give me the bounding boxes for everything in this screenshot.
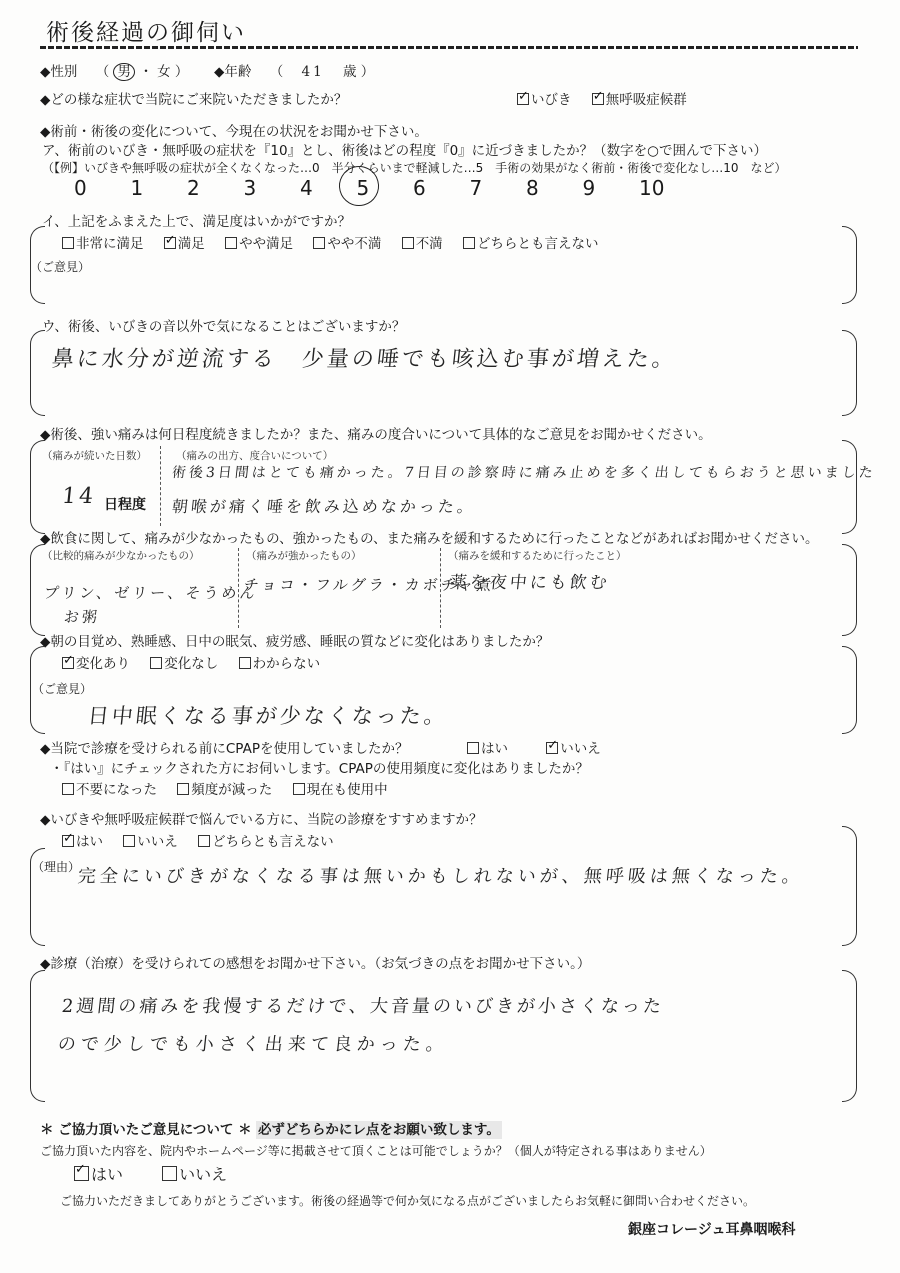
q3-opt-3: やや不満	[327, 236, 382, 252]
checkbox-somewhat-satisfied[interactable]	[225, 237, 237, 249]
q5-detail-label: （痛みの出方、度合いについて）	[176, 450, 334, 462]
q8-sub-opt-2: 現在も使用中	[306, 782, 388, 798]
q4-bracket-right	[842, 330, 857, 416]
q9-reason-label: （理由）	[32, 860, 81, 874]
q4-answer[interactable]: 鼻に水分が逆流する 少量の唾でも咳込む事が増えた。	[50, 347, 679, 372]
sex-open: （	[95, 64, 110, 80]
q3-opt-5: どちらとも言えない	[476, 236, 599, 252]
sex-row	[40, 60, 188, 80]
q9-question: ◆いびきや無呼吸症候群で悩んでいる方に、当院の診療をすすめますか？	[40, 812, 483, 828]
q6-col3-answer[interactable]: 薬を夜中にも飲む	[448, 573, 611, 593]
consent-emphasis: 必ずどちらかにレ点をお願い致します。	[257, 1122, 500, 1138]
checkbox-neither[interactable]	[463, 237, 475, 249]
checkbox-consent-yes[interactable]	[74, 1166, 89, 1181]
q10-answer-line2[interactable]: ので少しでも小さく出来て良かった。	[56, 1034, 450, 1055]
q6-col1-label: （比較的痛みが少なかったもの）	[42, 550, 200, 562]
q3-options	[62, 232, 598, 252]
q10-question: ◆診療（治療）を受けられての感想をお聞かせ下さい。（お気づきの点をお聞かせ下さい。）	[40, 956, 591, 972]
q9-options	[62, 830, 334, 850]
q10-bracket-right	[842, 970, 857, 1102]
checkbox-recommend-yes[interactable]	[62, 835, 74, 847]
scale-2[interactable]: 2	[187, 176, 200, 200]
q3-opt-4: 不満	[415, 236, 443, 252]
scale-3[interactable]: 3	[243, 176, 257, 200]
age-row	[214, 60, 374, 80]
checkbox-somewhat-dissatisfied[interactable]	[313, 237, 325, 249]
q6-divider-1	[238, 548, 239, 628]
q5-question: ◆術後、強い痛みは何日程度続きましたか？また、痛みの度合いについて具体的なご意見をお聞かせください。	[40, 427, 712, 443]
consent-options	[74, 1162, 227, 1185]
scale-4[interactable]: 4	[300, 176, 313, 200]
q6-bracket-right	[842, 544, 857, 636]
scale-0[interactable]: 0	[74, 176, 87, 200]
q4-bracket-left	[30, 330, 45, 416]
q9-answer[interactable]: 完全にいびきがなくなる事は無いかもしれないが、無呼吸は無くなった。	[76, 866, 805, 887]
scale-8[interactable]: 8	[526, 176, 539, 200]
sex-sep: ・	[139, 64, 153, 80]
checkbox-snoring[interactable]	[517, 93, 529, 105]
checkbox-cpap-no[interactable]	[546, 742, 558, 754]
q8-opt-0: はい	[481, 741, 508, 757]
checkbox-dissatisfied[interactable]	[402, 237, 414, 249]
scale-5[interactable]: 5	[356, 176, 370, 200]
sex-male-circled[interactable]: 男	[113, 63, 135, 81]
q3-opinion-label: （ご意見）	[30, 260, 91, 274]
q8-opt-1: いいえ	[560, 741, 601, 757]
checkbox-cpap-yes[interactable]	[467, 742, 479, 754]
checkbox-recommend-neither[interactable]	[198, 835, 210, 847]
age-close: ）	[360, 64, 375, 80]
q3-opt-0: 非常に満足	[76, 236, 144, 252]
q10-answer-line1[interactable]: 2週間の痛みを我慢するだけで、大音量のいびきが小さくなった	[60, 996, 666, 1017]
q1-opt1: いびき	[531, 92, 572, 108]
q8-options	[467, 737, 601, 757]
q3-question: イ、上記をふまえた上で、満足度はいかがですか？	[42, 214, 352, 230]
consent-heading: ＊ ご協力頂いたご意見について ＊	[40, 1122, 252, 1138]
q3-bracket-right	[842, 226, 857, 304]
checkbox-still-using[interactable]	[293, 783, 305, 795]
checkbox-changed[interactable]	[62, 657, 74, 669]
consent-opt-yes: はい	[91, 1165, 124, 1184]
q9-opt-2: どちらとも言えない	[212, 834, 334, 850]
q6-divider-2	[440, 548, 441, 628]
q2-scale	[74, 176, 696, 200]
checkbox-recommend-no[interactable]	[123, 835, 135, 847]
q7-question: ◆朝の目覚め、熟睡感、日中の眠気、疲労感、睡眠の質などに変化はありましたか？	[40, 634, 550, 650]
checkbox-unknown[interactable]	[239, 657, 251, 669]
q6-col1-answer-line1[interactable]: プリン、ゼリー、そうめん	[43, 584, 259, 602]
q8-sub-opt-0: 不要になった	[76, 782, 157, 798]
q1-question: ◆どの様な症状で当院にご来院いただきましたか？	[40, 92, 348, 108]
q9-bracket-right	[842, 826, 857, 946]
q3-opt-2: やや満足	[239, 236, 294, 252]
consent-thanks: ご協力いただきましてありがとうございます。術後の経過等で何か気になる点がございましたらお気軽に御問い合わせください。	[60, 1194, 756, 1208]
q3-opt-1: 満足	[177, 236, 205, 252]
q4-question: ウ、術後、いびきの音以外で気になることはございますか？	[42, 319, 406, 335]
q6-col2-label: （痛みが強かったもの）	[246, 550, 362, 562]
q5-divider	[160, 446, 161, 526]
checkbox-frequency-reduced[interactable]	[177, 783, 189, 795]
q7-answer[interactable]: 日中眠くなる事が少なくなった。	[86, 704, 450, 728]
q5-detail-line1[interactable]: 術後3日間はとても痛かった。7日目の診察時に痛み止めを多く出してもらおうと思いました	[171, 465, 877, 481]
q8-sub-options	[62, 778, 388, 798]
q6-col1-answer-line2[interactable]: お粥	[63, 608, 101, 626]
checkbox-no-change[interactable]	[150, 657, 162, 669]
checkbox-satisfied[interactable]	[164, 237, 176, 249]
q5-bracket-right	[842, 440, 857, 534]
scale-10[interactable]: 10	[639, 176, 665, 200]
title-underline	[40, 46, 858, 49]
q5-days-label: （痛みが続いた日数）	[42, 450, 147, 462]
consent-opt-no: いいえ	[179, 1165, 228, 1184]
q8-sub-opt-1: 頻度が減った	[191, 782, 273, 798]
q7-opinion-label: （ご意見）	[32, 682, 93, 696]
q7-opt-2: わからない	[252, 656, 321, 672]
scale-1[interactable]: 1	[130, 176, 144, 200]
q7-opt-0: 変化あり	[76, 656, 130, 672]
q1-options	[517, 88, 687, 108]
sex-label: ◆性別	[40, 64, 78, 80]
q2-example: （【例】いびきや無呼吸の症状が全くなくなった…0 半分くらいまで軽減した…5 手術の効果がなく術前・術後で変化なし…10 など）	[42, 161, 787, 175]
checkbox-consent-no[interactable]	[162, 1166, 177, 1181]
q8-sub: ・『はい』にチェックされた方にお伺いします。CPAPの使用頻度に変化はありましたか？	[50, 761, 589, 777]
q2-sub: ア、術前のいびき・無呼吸の症状を『10』とし、術後はどの程度『0』に近づきましたか？（数字を○で囲んで下さい）	[42, 143, 767, 159]
q2-question: ◆術前・術後の変化について、今現在の状況をお聞かせ下さい。	[40, 124, 428, 140]
q10-bracket-left	[30, 970, 45, 1102]
q5-days-value[interactable]: 14	[60, 484, 98, 509]
scale-6[interactable]: 6	[413, 176, 426, 200]
checkbox-no-longer-needed[interactable]	[62, 783, 74, 795]
q7-bracket-right	[842, 646, 857, 734]
q7-options	[62, 652, 320, 672]
clinic-name: 銀座コレージュ耳鼻咽喉科	[628, 1222, 796, 1238]
q9-opt-1: いいえ	[137, 834, 178, 850]
consent-heading-row	[40, 1118, 502, 1138]
q5-detail-line2[interactable]: 朝喉が痛く唾を飲み込めなかった。	[170, 497, 477, 516]
checkbox-very-satisfied[interactable]	[62, 237, 74, 249]
q9-opt-0: はい	[76, 834, 103, 850]
q6-question: ◆飲食に関して、痛みが少なかったもの、強かったもの、また痛みを緩和するために行ったことなどがあればお聞かせください。	[40, 531, 819, 547]
consent-question: ご協力頂いた内容を、院内やホームページ等に掲載させて頂くことは可能でしょうか？（個人が特定される事はありません）	[40, 1144, 712, 1158]
q6-col2-answer[interactable]: チョコ・フルグラ・カボチャ煮	[243, 576, 496, 594]
sex-close: ）	[174, 64, 189, 80]
age-label: ◆年齢	[214, 64, 252, 80]
q8-question: ◆当院で診療を受けられる前にCPAPを使用していましたか？	[40, 741, 409, 757]
sex-female[interactable]: 女	[157, 64, 171, 80]
q7-opt-1: 変化なし	[164, 656, 219, 672]
page-title: 術後経過の御伺い	[46, 20, 246, 46]
age-value[interactable]: 41	[301, 64, 325, 80]
q6-col3-label: （痛みを緩和するために行ったこと）	[448, 550, 627, 562]
age-open: （	[269, 64, 284, 80]
q5-days-unit: 日程度	[104, 497, 146, 513]
age-unit: 歳	[342, 64, 357, 80]
scale-7[interactable]: 7	[469, 176, 483, 200]
scale-9[interactable]: 9	[582, 176, 596, 200]
checkbox-apnea[interactable]	[592, 93, 604, 105]
q1-opt2: 無呼吸症候群	[605, 92, 687, 108]
